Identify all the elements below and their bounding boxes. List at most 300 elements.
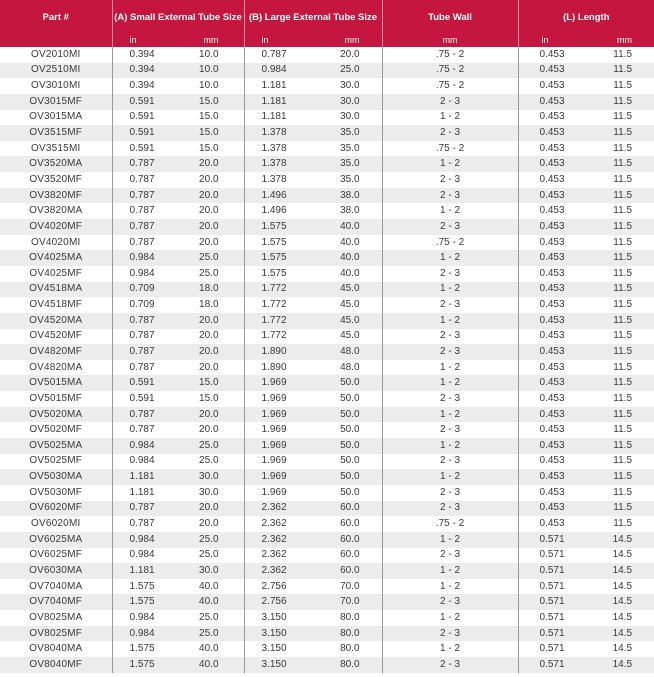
cell-small-mm: 40.0: [176, 579, 244, 595]
cell-large-in: 1.969: [244, 485, 310, 501]
cell-tube-wall: 2 - 3: [382, 657, 518, 673]
cell-part: OV2010MI: [0, 47, 112, 63]
cell-length-in: 0.453: [518, 78, 580, 94]
cell-small-in: 0.787: [112, 156, 176, 172]
cell-large-in: 1.969: [244, 438, 310, 454]
cell-length-mm: 14.5: [580, 563, 654, 579]
cell-part: OV3520MF: [0, 172, 112, 188]
cell-tube-wall: 2 - 3: [382, 344, 518, 360]
cell-length-in: 0.453: [518, 438, 580, 454]
cell-length-in: 0.453: [518, 235, 580, 251]
cell-large-mm: 35.0: [310, 156, 382, 172]
cell-large-in: 1.772: [244, 313, 310, 329]
table-row: [0, 78, 654, 94]
cell-large-mm: 80.0: [310, 641, 382, 657]
table-row: [0, 250, 654, 266]
cell-length-mm: 11.5: [580, 516, 654, 532]
cell-length-in: 0.453: [518, 344, 580, 360]
cell-large-in: 1.378: [244, 125, 310, 141]
cell-part: OV5025MF: [0, 454, 112, 470]
cell-length-mm: 11.5: [580, 501, 654, 517]
cell-large-mm: 80.0: [310, 626, 382, 642]
cell-large-mm: 80.0: [310, 610, 382, 626]
table-row: [0, 610, 654, 626]
cell-small-in: 0.787: [112, 219, 176, 235]
header-small-tube: (A) Small External Tube Size: [112, 0, 244, 34]
cell-large-mm: 48.0: [310, 360, 382, 376]
cell-part: OV5015MA: [0, 375, 112, 391]
cell-length-mm: 11.5: [580, 63, 654, 79]
cell-tube-wall: 1 - 2: [382, 375, 518, 391]
cell-part: OV4025MA: [0, 250, 112, 266]
cell-part: OV6030MA: [0, 563, 112, 579]
table-row: [0, 469, 654, 485]
cell-small-in: 0.591: [112, 375, 176, 391]
cell-small-in: 0.394: [112, 78, 176, 94]
table-row: [0, 219, 654, 235]
cell-tube-wall: 1 - 2: [382, 641, 518, 657]
cell-large-in: 1.496: [244, 203, 310, 219]
cell-large-mm: 40.0: [310, 219, 382, 235]
cell-small-in: 0.591: [112, 141, 176, 157]
cell-length-in: 0.571: [518, 579, 580, 595]
cell-large-in: 2.362: [244, 501, 310, 517]
cell-small-in: 0.984: [112, 438, 176, 454]
cell-length-in: 0.453: [518, 501, 580, 517]
header-part: Part #: [0, 0, 112, 34]
cell-part: OV5020MF: [0, 422, 112, 438]
table-row: [0, 485, 654, 501]
cell-large-mm: 35.0: [310, 125, 382, 141]
cell-part: OV5020MA: [0, 407, 112, 423]
cell-length-mm: 14.5: [580, 626, 654, 642]
table-row: [0, 203, 654, 219]
cell-part: OV3820MA: [0, 203, 112, 219]
cell-large-in: 1.575: [244, 219, 310, 235]
cell-large-in: 1.969: [244, 469, 310, 485]
cell-part: OV3520MA: [0, 156, 112, 172]
cell-tube-wall: 2 - 3: [382, 501, 518, 517]
cell-small-mm: 20.0: [176, 219, 244, 235]
cell-part: OV4020MF: [0, 219, 112, 235]
cell-tube-wall: 1 - 2: [382, 610, 518, 626]
cell-small-mm: 25.0: [176, 454, 244, 470]
cell-length-in: 0.453: [518, 266, 580, 282]
cell-length-in: 0.453: [518, 141, 580, 157]
cell-large-in: 1.772: [244, 282, 310, 298]
cell-large-in: 1.890: [244, 344, 310, 360]
cell-length-mm: 11.5: [580, 203, 654, 219]
cell-small-in: 0.787: [112, 344, 176, 360]
cell-tube-wall: 2 - 3: [382, 594, 518, 610]
header-length: (L) Length: [518, 0, 654, 34]
table-row: [0, 63, 654, 79]
table-row: [0, 626, 654, 642]
cell-part: OV5030MF: [0, 485, 112, 501]
cell-large-in: 2.362: [244, 548, 310, 564]
cell-small-mm: 40.0: [176, 657, 244, 673]
cell-small-in: 0.787: [112, 407, 176, 423]
cell-part: OV4025MF: [0, 266, 112, 282]
cell-small-mm: 25.0: [176, 532, 244, 548]
cell-large-in: 1.378: [244, 172, 310, 188]
cell-length-mm: 14.5: [580, 594, 654, 610]
cell-large-in: 1.496: [244, 188, 310, 204]
cell-large-mm: 38.0: [310, 188, 382, 204]
cell-length-in: 0.453: [518, 188, 580, 204]
cell-length-mm: 11.5: [580, 391, 654, 407]
cell-small-mm: 30.0: [176, 485, 244, 501]
cell-small-in: 0.984: [112, 626, 176, 642]
cell-tube-wall: .75 - 2: [382, 516, 518, 532]
cell-small-mm: 18.0: [176, 297, 244, 313]
cell-length-mm: 14.5: [580, 610, 654, 626]
cell-large-mm: 20.0: [310, 47, 382, 63]
cell-small-in: 0.394: [112, 63, 176, 79]
cell-length-in: 0.453: [518, 454, 580, 470]
cell-large-in: 3.150: [244, 610, 310, 626]
cell-part: OV5030MA: [0, 469, 112, 485]
cell-small-mm: 25.0: [176, 626, 244, 642]
cell-small-mm: 25.0: [176, 610, 244, 626]
cell-length-in: 0.453: [518, 125, 580, 141]
cell-length-mm: 11.5: [580, 438, 654, 454]
cell-small-in: 1.575: [112, 579, 176, 595]
cell-tube-wall: 2 - 3: [382, 188, 518, 204]
cell-small-in: 0.787: [112, 501, 176, 517]
cell-small-in: 1.181: [112, 563, 176, 579]
cell-small-in: 0.984: [112, 548, 176, 564]
cell-length-mm: 14.5: [580, 532, 654, 548]
cell-length-mm: 14.5: [580, 657, 654, 673]
cell-length-in: 0.571: [518, 563, 580, 579]
cell-tube-wall: 2 - 3: [382, 485, 518, 501]
cell-tube-wall: 2 - 3: [382, 125, 518, 141]
cell-large-mm: 40.0: [310, 235, 382, 251]
cell-small-mm: 18.0: [176, 282, 244, 298]
cell-part: OV3515MI: [0, 141, 112, 157]
cell-small-in: 0.787: [112, 329, 176, 345]
cell-small-mm: 30.0: [176, 469, 244, 485]
cell-large-mm: 45.0: [310, 313, 382, 329]
cell-tube-wall: .75 - 2: [382, 78, 518, 94]
cell-small-mm: 40.0: [176, 594, 244, 610]
cell-small-in: 0.591: [112, 391, 176, 407]
table-row: [0, 516, 654, 532]
cell-part: OV6025MF: [0, 548, 112, 564]
cell-part: OV3015MF: [0, 94, 112, 110]
cell-large-in: 2.362: [244, 532, 310, 548]
cell-length-in: 0.453: [518, 516, 580, 532]
cell-large-mm: 60.0: [310, 516, 382, 532]
cell-length-mm: 11.5: [580, 407, 654, 423]
cell-tube-wall: 1 - 2: [382, 469, 518, 485]
table-row: [0, 501, 654, 517]
cell-large-mm: 70.0: [310, 594, 382, 610]
cell-length-in: 0.453: [518, 313, 580, 329]
cell-length-mm: 11.5: [580, 266, 654, 282]
cell-small-in: 0.787: [112, 188, 176, 204]
cell-length-in: 0.453: [518, 219, 580, 235]
cell-small-in: 1.181: [112, 469, 176, 485]
cell-small-in: 1.575: [112, 657, 176, 673]
cell-large-mm: 38.0: [310, 203, 382, 219]
cell-length-in: 0.453: [518, 172, 580, 188]
cell-length-mm: 11.5: [580, 219, 654, 235]
cell-small-mm: 40.0: [176, 641, 244, 657]
cell-small-in: 0.787: [112, 360, 176, 376]
cell-tube-wall: 1 - 2: [382, 532, 518, 548]
cell-large-mm: 60.0: [310, 532, 382, 548]
cell-large-in: 2.362: [244, 516, 310, 532]
unit-part: [0, 34, 112, 47]
cell-part: OV5025MA: [0, 438, 112, 454]
cell-large-in: 1.575: [244, 250, 310, 266]
cell-part: OV8040MF: [0, 657, 112, 673]
cell-large-in: 1.772: [244, 297, 310, 313]
cell-length-in: 0.453: [518, 329, 580, 345]
cell-small-in: 0.984: [112, 532, 176, 548]
cell-tube-wall: 2 - 3: [382, 172, 518, 188]
cell-small-mm: 15.0: [176, 375, 244, 391]
cell-length-mm: 11.5: [580, 469, 654, 485]
cell-length-mm: 11.5: [580, 250, 654, 266]
cell-small-mm: 20.0: [176, 344, 244, 360]
cell-length-in: 0.571: [518, 548, 580, 564]
unit-small-in: in: [112, 34, 176, 47]
table-row: [0, 141, 654, 157]
unit-large-mm: mm: [310, 34, 382, 47]
cell-small-mm: 10.0: [176, 47, 244, 63]
cell-large-mm: 50.0: [310, 407, 382, 423]
cell-large-in: 1.378: [244, 141, 310, 157]
cell-small-mm: 30.0: [176, 563, 244, 579]
cell-small-mm: 15.0: [176, 141, 244, 157]
cell-length-mm: 11.5: [580, 485, 654, 501]
cell-large-mm: 25.0: [310, 63, 382, 79]
cell-large-in: 2.756: [244, 579, 310, 595]
cell-length-mm: 14.5: [580, 579, 654, 595]
cell-length-in: 0.453: [518, 63, 580, 79]
cell-small-mm: 20.0: [176, 172, 244, 188]
cell-small-in: 0.709: [112, 282, 176, 298]
table-row: [0, 532, 654, 548]
cell-small-in: 0.984: [112, 266, 176, 282]
cell-tube-wall: 1 - 2: [382, 250, 518, 266]
cell-small-mm: 20.0: [176, 516, 244, 532]
cell-small-in: 0.787: [112, 516, 176, 532]
cell-length-in: 0.571: [518, 641, 580, 657]
cell-small-in: 0.787: [112, 203, 176, 219]
cell-length-in: 0.453: [518, 156, 580, 172]
cell-small-in: 0.787: [112, 235, 176, 251]
table-row: [0, 344, 654, 360]
table-row: [0, 172, 654, 188]
cell-length-mm: 11.5: [580, 422, 654, 438]
table-row: [0, 422, 654, 438]
cell-large-in: 1.181: [244, 110, 310, 126]
cell-part: OV5015MF: [0, 391, 112, 407]
table-row: [0, 438, 654, 454]
cell-tube-wall: 2 - 3: [382, 626, 518, 642]
cell-length-mm: 11.5: [580, 188, 654, 204]
cell-tube-wall: 2 - 3: [382, 454, 518, 470]
cell-small-mm: 15.0: [176, 391, 244, 407]
cell-large-mm: 30.0: [310, 94, 382, 110]
table-row: [0, 657, 654, 673]
cell-part: OV3015MA: [0, 110, 112, 126]
cell-length-mm: 11.5: [580, 172, 654, 188]
cell-length-in: 0.453: [518, 203, 580, 219]
cell-tube-wall: 2 - 3: [382, 548, 518, 564]
table-row: [0, 188, 654, 204]
cell-large-in: 1.181: [244, 78, 310, 94]
cell-length-in: 0.453: [518, 250, 580, 266]
cell-small-mm: 20.0: [176, 203, 244, 219]
cell-large-mm: 40.0: [310, 250, 382, 266]
cell-length-in: 0.453: [518, 375, 580, 391]
cell-small-in: 0.984: [112, 454, 176, 470]
cell-small-in: 0.984: [112, 250, 176, 266]
cell-length-mm: 11.5: [580, 282, 654, 298]
table-row: [0, 563, 654, 579]
cell-part: OV4820MF: [0, 344, 112, 360]
cell-small-mm: 25.0: [176, 548, 244, 564]
header-large-tube: (B) Large External Tube Size: [244, 0, 382, 34]
cell-large-mm: 30.0: [310, 110, 382, 126]
cell-tube-wall: .75 - 2: [382, 63, 518, 79]
table-row: [0, 454, 654, 470]
cell-length-mm: 11.5: [580, 313, 654, 329]
cell-tube-wall: 2 - 3: [382, 391, 518, 407]
cell-large-in: 1.181: [244, 94, 310, 110]
cell-small-in: 0.591: [112, 125, 176, 141]
cell-part: OV6025MA: [0, 532, 112, 548]
table-row: [0, 594, 654, 610]
cell-small-mm: 25.0: [176, 438, 244, 454]
cell-small-mm: 20.0: [176, 407, 244, 423]
cell-length-mm: 11.5: [580, 454, 654, 470]
cell-large-in: 1.969: [244, 454, 310, 470]
unit-length-mm: mm: [580, 34, 654, 47]
cell-large-in: 3.150: [244, 657, 310, 673]
cell-part: OV3820MF: [0, 188, 112, 204]
cell-length-mm: 11.5: [580, 110, 654, 126]
cell-tube-wall: 1 - 2: [382, 438, 518, 454]
cell-length-in: 0.571: [518, 532, 580, 548]
table-row: [0, 360, 654, 376]
cell-tube-wall: 1 - 2: [382, 110, 518, 126]
cell-small-in: 1.575: [112, 641, 176, 657]
cell-tube-wall: 1 - 2: [382, 579, 518, 595]
unit-small-mm: mm: [176, 34, 244, 47]
cell-tube-wall: 2 - 3: [382, 329, 518, 345]
cell-small-mm: 10.0: [176, 63, 244, 79]
cell-part: OV8025MA: [0, 610, 112, 626]
table-row: [0, 641, 654, 657]
cell-large-in: 1.890: [244, 360, 310, 376]
cell-length-mm: 11.5: [580, 297, 654, 313]
cell-small-in: 0.787: [112, 172, 176, 188]
table-row: [0, 375, 654, 391]
cell-small-in: 0.591: [112, 94, 176, 110]
cell-small-mm: 15.0: [176, 94, 244, 110]
cell-large-mm: 50.0: [310, 375, 382, 391]
cell-large-mm: 50.0: [310, 391, 382, 407]
cell-large-mm: 60.0: [310, 563, 382, 579]
cell-length-in: 0.453: [518, 47, 580, 63]
cell-length-in: 0.453: [518, 282, 580, 298]
table-row: [0, 266, 654, 282]
cell-small-in: 0.984: [112, 610, 176, 626]
cell-length-mm: 11.5: [580, 329, 654, 345]
cell-length-in: 0.571: [518, 610, 580, 626]
cell-part: OV3010MI: [0, 78, 112, 94]
cell-large-mm: 50.0: [310, 438, 382, 454]
cell-large-mm: 30.0: [310, 78, 382, 94]
cell-tube-wall: .75 - 2: [382, 235, 518, 251]
cell-tube-wall: .75 - 2: [382, 47, 518, 63]
cell-small-in: 1.181: [112, 485, 176, 501]
table-row: [0, 125, 654, 141]
cell-length-mm: 11.5: [580, 344, 654, 360]
cell-large-in: 2.362: [244, 563, 310, 579]
cell-length-in: 0.453: [518, 485, 580, 501]
cell-large-in: 3.150: [244, 626, 310, 642]
cell-tube-wall: 1 - 2: [382, 282, 518, 298]
cell-tube-wall: .75 - 2: [382, 141, 518, 157]
cell-large-mm: 40.0: [310, 266, 382, 282]
table-row: [0, 329, 654, 345]
cell-small-mm: 15.0: [176, 125, 244, 141]
cell-tube-wall: 1 - 2: [382, 360, 518, 376]
cell-large-in: 1.575: [244, 235, 310, 251]
cell-large-mm: 70.0: [310, 579, 382, 595]
cell-tube-wall: 1 - 2: [382, 156, 518, 172]
cell-length-mm: 14.5: [580, 548, 654, 564]
cell-large-mm: 50.0: [310, 454, 382, 470]
cell-small-mm: 20.0: [176, 360, 244, 376]
cell-tube-wall: 2 - 3: [382, 297, 518, 313]
cell-small-in: 0.787: [112, 313, 176, 329]
cell-length-mm: 11.5: [580, 125, 654, 141]
cell-large-in: 1.575: [244, 266, 310, 282]
cell-large-in: 0.984: [244, 63, 310, 79]
cell-part: OV7040MA: [0, 579, 112, 595]
table-row: [0, 297, 654, 313]
cell-tube-wall: 1 - 2: [382, 563, 518, 579]
cell-large-in: 2.756: [244, 594, 310, 610]
cell-large-mm: 35.0: [310, 172, 382, 188]
cell-small-mm: 15.0: [176, 110, 244, 126]
cell-length-in: 0.453: [518, 407, 580, 423]
table-row: [0, 548, 654, 564]
cell-large-mm: 45.0: [310, 297, 382, 313]
cell-small-mm: 20.0: [176, 156, 244, 172]
cell-length-mm: 11.5: [580, 360, 654, 376]
cell-small-mm: 20.0: [176, 235, 244, 251]
cell-length-in: 0.571: [518, 657, 580, 673]
cell-tube-wall: 2 - 3: [382, 219, 518, 235]
cell-small-in: 0.787: [112, 422, 176, 438]
header-tube-wall: Tube Wall: [382, 0, 518, 34]
cell-large-mm: 45.0: [310, 282, 382, 298]
cell-large-mm: 50.0: [310, 469, 382, 485]
cell-small-mm: 20.0: [176, 501, 244, 517]
units-row: [0, 34, 654, 47]
cell-large-mm: 60.0: [310, 548, 382, 564]
cell-tube-wall: 1 - 2: [382, 313, 518, 329]
